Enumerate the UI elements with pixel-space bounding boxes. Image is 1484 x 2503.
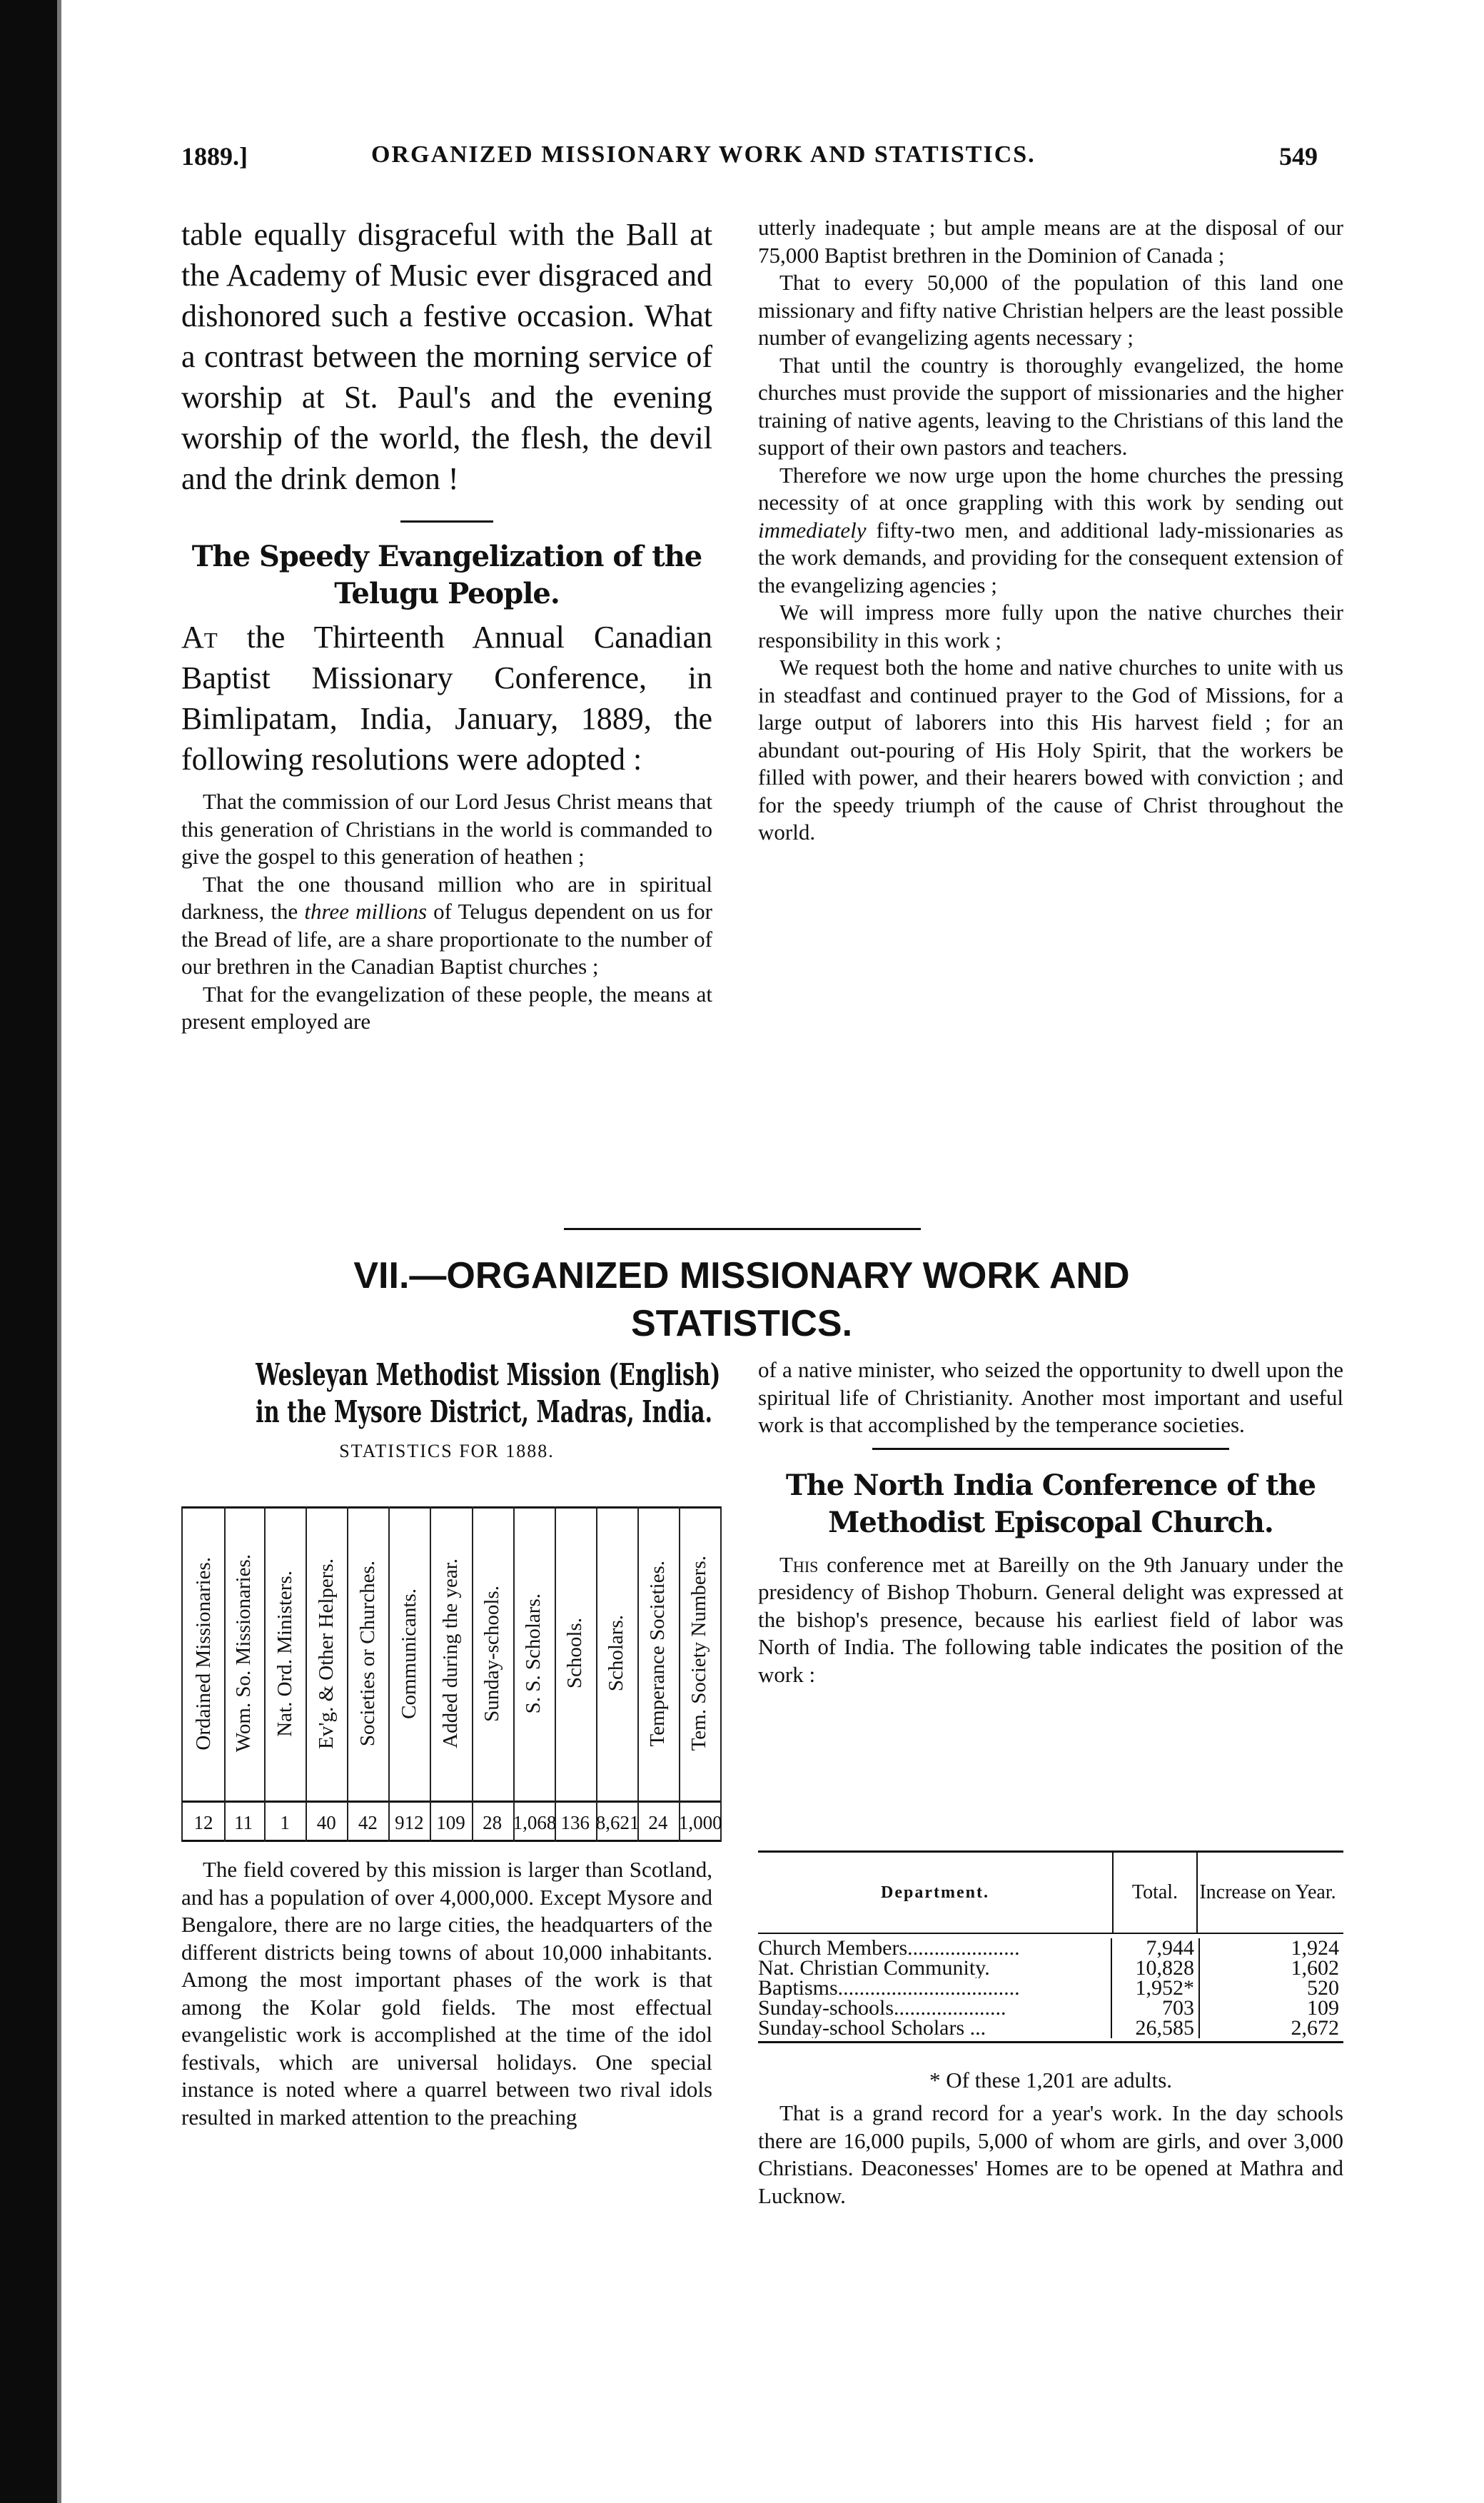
stat-column-header: [679, 1511, 720, 1796]
stat-column-label: Scholars.: [605, 1615, 628, 1692]
stat-column-header: [223, 1511, 264, 1796]
stat-column-label: Nat. Ord. Ministers.: [273, 1570, 296, 1737]
row-total: 703: [1111, 1998, 1200, 2018]
resolution-continued: utterly inadequate ; but ample means are at the disposal of our 75,000 Baptist brethren in the Dominion of Canada ;: [758, 215, 1343, 268]
stat-column: [223, 1506, 266, 1842]
section-heading-line-2: STATISTICS.: [630, 1303, 853, 1344]
row-department: Sunday-school Scholars ...: [758, 2018, 986, 2038]
stat-column: [347, 1506, 390, 1842]
right-column-bottom: [758, 1356, 1343, 1688]
table-row: [758, 1978, 1343, 1998]
row-total: 7,944: [1111, 1938, 1200, 1958]
table-header-row: [758, 1850, 1343, 1934]
resolution-6-emphasis: immediately: [758, 517, 867, 543]
wesleyan-body: [181, 1856, 712, 2131]
stat-column-value: 912: [395, 1812, 424, 1833]
wesleyan-heading-block: [181, 1356, 721, 1462]
stat-column-value: 1,000: [678, 1812, 722, 1833]
stat-column: [181, 1506, 226, 1842]
stat-column: [388, 1506, 431, 1842]
stat-column-label: Ev'g. & Other Helpers.: [314, 1558, 338, 1749]
resolution-6-text-a: Therefore we now urge upon the home churches the pressing necessity of at once grappling with this work by sending out: [758, 462, 1343, 515]
resolution-2-text-a: That the one thousand million who are in spiritual darkness, the: [181, 871, 712, 924]
running-head-year: 1889.]: [181, 142, 248, 171]
intro-first-word: At: [181, 620, 218, 655]
stat-column-header: [430, 1511, 471, 1796]
stat-column-value: 42: [358, 1812, 378, 1833]
stat-column-label: Sunday-schools.: [480, 1585, 504, 1722]
row-increase: 1,602: [1291, 1956, 1339, 1980]
resolution-2-text-b: of Telugus dependent on us for the Bread of life, are a share proportionate to the number of our brethren in the Canadian Baptist churches ;: [181, 899, 713, 979]
stat-column-header: [472, 1511, 513, 1796]
row-total: 26,585: [1111, 2018, 1200, 2038]
stat-column-value: 1: [280, 1812, 290, 1833]
resolution-4: That to every 50,000 of the population of this land one missionary and fifty native Christian helpers are the least possible number of evangelizing agents necessary ;: [758, 270, 1343, 350]
north-india-table: [758, 1850, 1343, 2043]
table-row: [758, 1958, 1343, 1978]
wesleyan-statistics-table: [181, 1506, 720, 1842]
wesleyan-paragraph: The field covered by this mission is larger than Scotland, and has a population of over 4,000,000. Except Mysore and Bengalore, there are no large cities, the headquarters of the different districts being towns of about 10,000 inhabitants. Among the most important phases of the work is that among the Kolar gold fields. The most effectual evangelistic work is accomplished at the time of the idol festivals, which are universal holidays. One special instance is noted where a quarrel between two rival idols resulted in marked attention to the preaching: [181, 1857, 712, 2130]
page-gutter-shadow: [57, 0, 61, 2503]
closing-paragraph: That is a grand record for a year's work. In the day schools there are 16,000 pupils, 5,000 of whom are girls, and over 3,000 Christians. Deaconesses' Homes are to be opened at Mathra and Lucknow.: [758, 2100, 1343, 2208]
wesleyan-heading-line-1: Wesleyan Methodist Mission (English): [256, 1357, 721, 1392]
wesleyan-continuation: of a native minister, who seized the opportunity to dwell upon the spiritual life of Christianity. Another most important and useful work is that accomplished by the temperance societies.: [758, 1357, 1343, 1437]
stat-column-value: 136: [560, 1812, 590, 1833]
row-department: Church Members.....................: [758, 1938, 1020, 1958]
intro-paragraph: [181, 617, 712, 780]
stat-column-label: Communicants.: [397, 1588, 420, 1719]
section-rule: [564, 1228, 921, 1230]
row-increase: 1,924: [1291, 1936, 1339, 1960]
continuation-paragraph: table equally disgraceful with the Ball at the Academy of Music ever disgraced and dishonored such a festive occasion. What a contrast between the morning service of worship at St. Paul's and the evening worship of the world, the flesh, the devil and the drink demon !: [181, 217, 712, 496]
right-column-top: [758, 214, 1343, 847]
divider: [872, 1448, 1229, 1450]
stat-column-label: Schools.: [563, 1618, 587, 1689]
stat-column-label: Ordained Missionaries.: [191, 1556, 215, 1751]
stat-column-header: [306, 1511, 347, 1796]
stat-column: [472, 1506, 515, 1842]
running-head-title: ORGANIZED MISSIONARY WORK AND STATISTICS.: [371, 141, 1036, 168]
stat-column-label: Tem. Society Numbers.: [687, 1556, 711, 1751]
stat-column-value: 24: [648, 1812, 668, 1833]
intro-text: the Thirteenth Annual Canadian Baptist Missionary Conference, in Bimlipatam, India, January, 1889, the following resolutions were adopted :: [181, 620, 712, 777]
article-heading-north-india: The North India Conference of the Methodist Episcopal Church.: [785, 1468, 1316, 1539]
resolution-6: [758, 462, 1343, 600]
header-department: Department.: [881, 1883, 989, 1902]
stat-column-value: 8,621: [595, 1812, 640, 1833]
stat-column: [264, 1506, 307, 1842]
stat-column-value: 40: [316, 1812, 336, 1833]
wesleyan-heading-line-2: in the Mysore District, Madras, India.: [256, 1394, 713, 1429]
header-total: Total.: [1112, 1853, 1198, 1933]
right-column-footer: [758, 2067, 1343, 2210]
resolution-8: We request both the home and native churches to unite with us in steadfast and continued prayer to the God of Missions, for a large output of laborers into this His harvest field ; for an abundant out-pouring of His Holy Spirit, that the workers be filled with power, and their hearers bowed with conviction ; and for the speedy triumph of the cause of Christ throughout the world.: [758, 655, 1343, 845]
stat-column-label: Societies or Churches.: [355, 1560, 379, 1747]
stat-column-value: 12: [193, 1812, 213, 1833]
resolution-6-text-b: fifty-two men, and additional lady-missionaries as the work demands, and providing for the consequent extension of the evangelizing agencies ;: [758, 517, 1343, 598]
north-india-paragraph: [758, 1551, 1343, 1689]
stat-column-label: Temperance Societies.: [646, 1560, 670, 1747]
page-number: 549: [1279, 142, 1318, 171]
left-column-top: [181, 214, 712, 1036]
section-heading-line-1: VII.—ORGANIZED MISSIONARY WORK AND: [353, 1255, 1130, 1296]
resolution-1: That the commission of our Lord Jesus Christ means that this generation of Christians in the world is commanded to give the gospel to this generation of heathen ;: [181, 789, 712, 869]
stat-column: [637, 1506, 680, 1842]
stat-column: [513, 1506, 556, 1842]
row-department: Baptisms..................................: [758, 1978, 1020, 1998]
stat-column-value: 109: [436, 1812, 465, 1833]
statistics-caption: STATISTICS FOR 1888.: [339, 1441, 555, 1461]
book-binding-edge: [0, 0, 57, 2503]
stat-column: [555, 1506, 597, 1842]
stat-column-value: 28: [483, 1812, 503, 1833]
stat-column-header: [264, 1511, 306, 1796]
row-increase: 520: [1307, 1976, 1339, 2000]
stat-column-label: S. S. Scholars.: [522, 1593, 545, 1714]
stat-column-value: 11: [234, 1812, 253, 1833]
resolution-2: [181, 871, 712, 981]
resolution-3: That for the evangelization of these people, the means at present employed are: [181, 981, 712, 1034]
resolution-7: We will impress more fully upon the native churches their responsibility in this work ;: [758, 600, 1343, 653]
stat-column: [679, 1506, 722, 1842]
table-row: [758, 1938, 1343, 1958]
stat-column: [596, 1506, 639, 1842]
stat-column-header: [388, 1511, 430, 1796]
table-row: [758, 2018, 1343, 2038]
stat-column-header: [513, 1511, 555, 1796]
row-total: 1,952*: [1111, 1978, 1200, 1998]
table-footnote: * Of these 1,201 are adults.: [929, 2068, 1173, 2092]
row-increase: 109: [1307, 1996, 1339, 2020]
stat-column-header: [183, 1511, 224, 1796]
stat-column-label: Added during the year.: [438, 1558, 462, 1748]
stat-column: [430, 1506, 473, 1842]
paragraph-first-word: This: [779, 1551, 819, 1577]
row-department: Nat. Christian Community.: [758, 1958, 990, 1978]
divider: [400, 520, 493, 523]
stat-column-header: [596, 1511, 637, 1796]
table-row: [758, 1998, 1343, 2018]
article-heading-telugu: The Speedy Evangelization of the Telugu People.: [191, 540, 702, 610]
table-bottom-rule: [758, 2041, 1343, 2043]
paragraph-text: conference met at Bareilly on the 9th January under the presidency of Bishop Thoburn. General delight was expressed at the bishop's presence, because his earliest field of labor was North of India. The following table indicates the position of the work :: [758, 1551, 1343, 1687]
row-total: 10,828: [1111, 1958, 1200, 1978]
resolution-5: That until the country is thoroughly evangelized, the home churches must provide the support of missionaries and the higher training of native agents, leaving to the Christians of this land the support of their own pastors and teachers.: [758, 352, 1343, 460]
stat-column-label: Wom. So. Missionaries.: [231, 1554, 255, 1753]
stat-column: [306, 1506, 348, 1842]
stat-column-header: [347, 1511, 388, 1796]
stat-column-header: [637, 1511, 679, 1796]
stat-column-header: [555, 1511, 596, 1796]
resolution-2-emphasis: three millions: [304, 899, 428, 924]
row-department: Sunday-schools.....................: [758, 1998, 1006, 2018]
stat-column-value: 1,068: [513, 1812, 557, 1833]
row-increase: 2,672: [1291, 2016, 1339, 2040]
header-increase: Increase on Year.: [1199, 1881, 1336, 1903]
